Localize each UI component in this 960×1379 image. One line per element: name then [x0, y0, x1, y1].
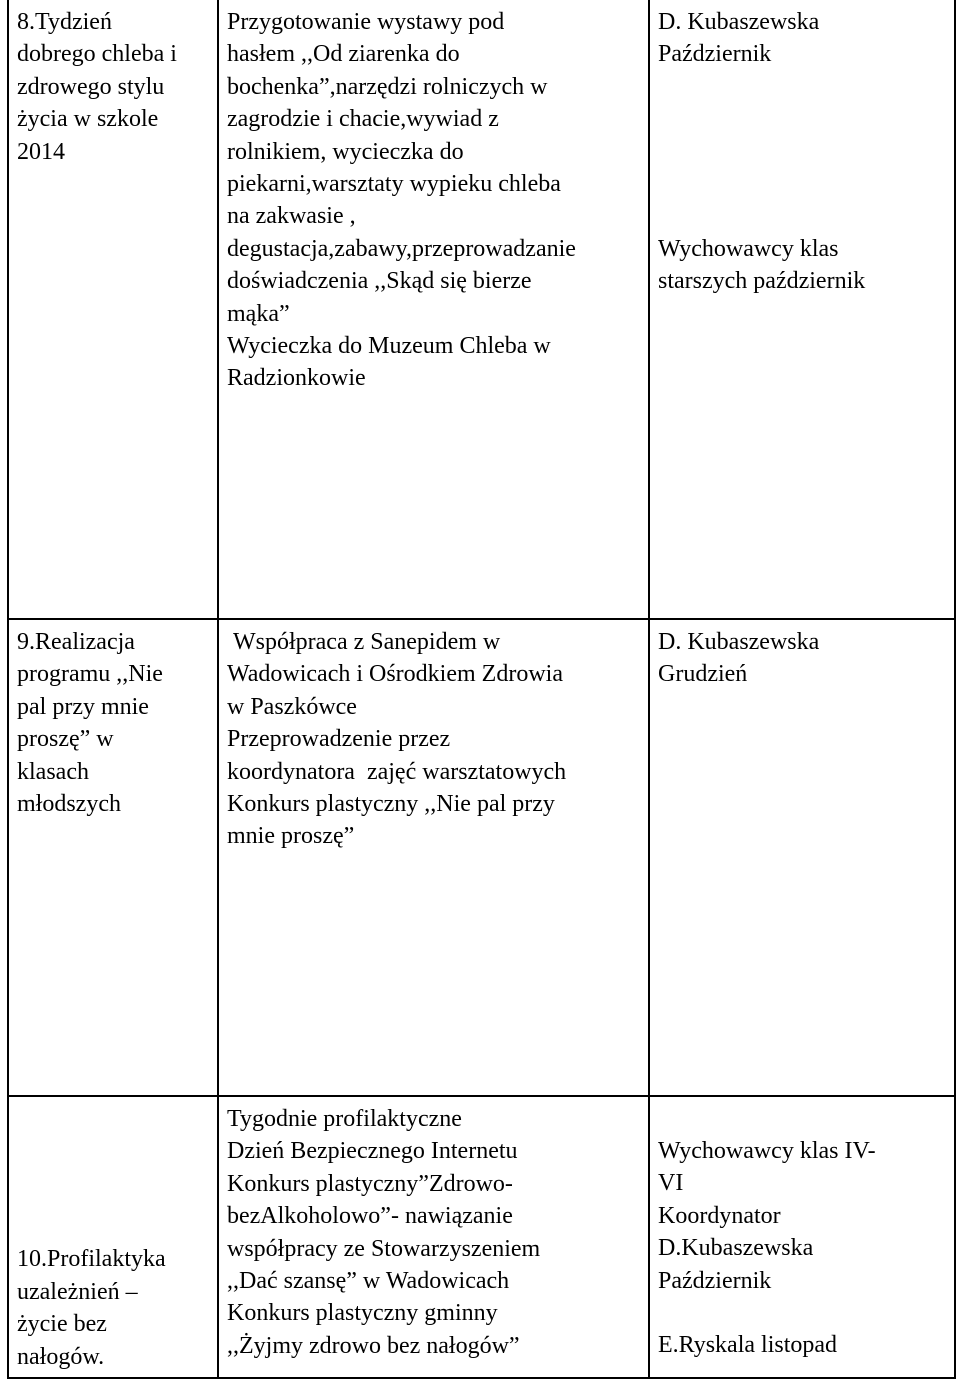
activity-line: na zakwasie ,	[227, 203, 356, 230]
row-title-cell	[8, 1096, 218, 1378]
activity-line: koordynatora zajęć warsztatowych	[227, 758, 567, 785]
responsible-line: starszych październik	[658, 268, 866, 295]
activity-line: ,,Dać szansę” w Wadowicach	[227, 1268, 510, 1295]
activity-line: współpracy ze Stowarzyszeniem	[227, 1235, 541, 1262]
spacer	[658, 1297, 946, 1329]
responsible-line: D.Kubaszewska	[658, 1235, 814, 1262]
row-title-line: życie bez	[17, 1311, 107, 1338]
row-title-line: klasach	[17, 758, 89, 785]
responsible-line: E.Ryskala listopad	[658, 1332, 838, 1359]
responsible-line: Wychowawcy klas IV-	[658, 1138, 876, 1164]
responsible-cell	[649, 1096, 955, 1378]
activity-line: zagrodzie i chacie,wywiad z	[227, 106, 499, 133]
activity-line: ,,Żyjmy zdrowo bez nałogów”	[227, 1332, 520, 1359]
spacer	[658, 71, 946, 233]
table-row	[8, 0, 955, 619]
activity-line: Dzień Bezpiecznego Internetu	[227, 1138, 518, 1165]
row-title-line: pal przy mnie	[17, 693, 149, 720]
row-title-line: dobrego chleba i	[17, 41, 177, 68]
activity-line: Konkurs plastyczny ,,Nie pal przy	[227, 791, 555, 818]
row-title-line: programu ,,Nie	[17, 661, 163, 688]
responsible-cell	[649, 0, 955, 619]
activities-cell	[218, 1096, 649, 1378]
activity-line: Wadowicach i Ośrodkiem Zdrowia	[227, 661, 563, 688]
activity-line: hasłem ,,Od ziarenka do	[227, 41, 460, 68]
responsible-line: D. Kubaszewska	[658, 629, 820, 655]
activity-line: mnie proszę”	[227, 823, 355, 850]
activity-line: Radzionkowie	[227, 365, 366, 392]
activity-line: bochenka”,narzędzi rolniczych w	[227, 73, 548, 100]
activity-line: w Paszkówce	[227, 693, 357, 720]
activity-line: Wycieczka do Muzeum Chleba w	[227, 333, 551, 360]
activity-line: Tygodnie profilaktyczne	[227, 1106, 462, 1132]
activity-line: degustacja,zabawy,przeprowadzanie	[227, 235, 576, 262]
activity-line: piekarni,warsztaty wypieku chleba	[227, 171, 561, 198]
row-title-line: zdrowego stylu	[17, 73, 165, 100]
row-title-line: 2014	[17, 138, 65, 165]
row-title-line: życia w szkole	[17, 106, 159, 133]
responsible-line: Grudzień	[658, 661, 748, 688]
table-row	[8, 619, 955, 1096]
row-title-cell	[8, 619, 218, 1096]
responsible-line: Październik	[658, 1267, 772, 1294]
activities-cell	[218, 0, 649, 619]
responsible-line: Wychowawcy klas	[658, 235, 839, 262]
table-row	[8, 1096, 955, 1378]
row-title-line: 8.Tydzień	[17, 9, 112, 35]
row-title-line: 10.Profilaktyka	[17, 1246, 166, 1273]
row-title-line: młodszych	[17, 791, 121, 818]
activity-line: doświadczenia ,,Skąd się bierze	[227, 268, 532, 295]
row-title-line: proszę” w	[17, 726, 114, 753]
activity-plan-table	[7, 0, 956, 1379]
activity-line: rolnikiem, wycieczka do	[227, 138, 464, 165]
activity-line: bezAlkoholowo”- nawiązanie	[227, 1203, 513, 1230]
responsible-line: Koordynator	[658, 1202, 781, 1229]
activities-cell	[218, 619, 649, 1096]
row-title-line: 9.Realizacja	[17, 629, 135, 655]
row-title-line: uzależnień –	[17, 1278, 138, 1305]
row-title-cell	[8, 0, 218, 619]
responsible-line: Październik	[658, 41, 772, 68]
activity-line: mąka”	[227, 300, 290, 327]
responsible-line: D. Kubaszewska	[658, 9, 820, 35]
row-title-line: nałogów.	[17, 1343, 105, 1370]
responsible-cell	[649, 619, 955, 1096]
activity-line: Współpraca z Sanepidem w	[227, 629, 501, 655]
activity-line: Konkurs plastyczny”Zdrowo-	[227, 1170, 513, 1197]
activity-line: Przeprowadzenie przez	[227, 726, 451, 753]
spacer	[658, 1103, 946, 1135]
activity-line: Konkurs plastyczny gminny	[227, 1300, 498, 1327]
responsible-line: VI	[658, 1170, 684, 1197]
activity-line: Przygotowanie wystawy pod	[227, 9, 505, 35]
